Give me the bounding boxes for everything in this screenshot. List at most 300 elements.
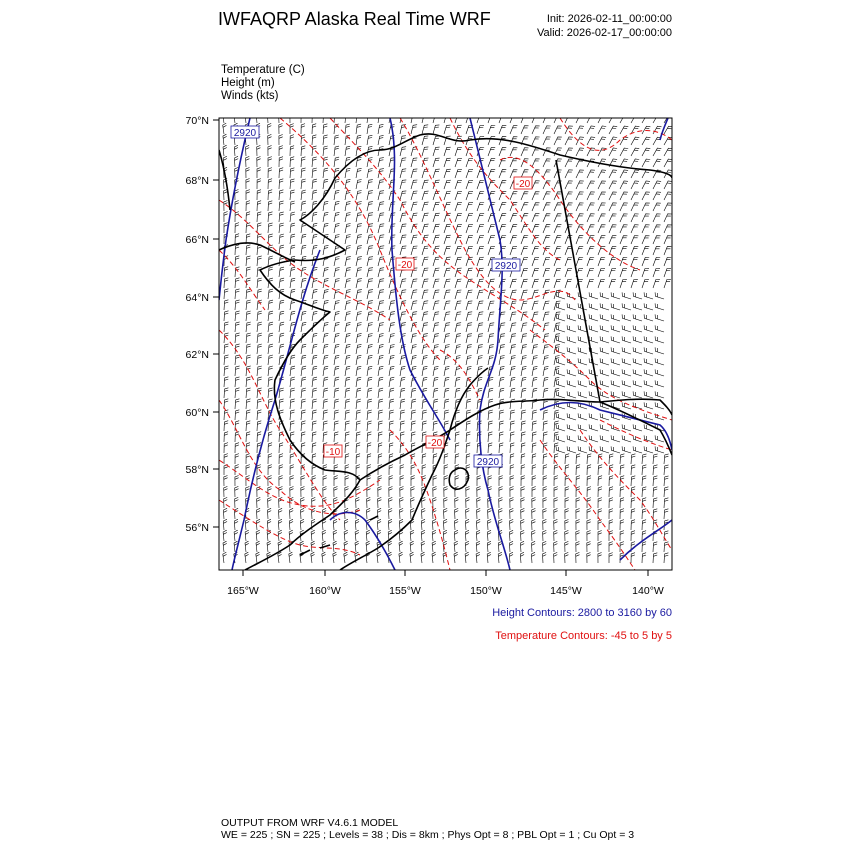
wind-barb [576, 126, 584, 134]
wind-barb [565, 476, 569, 486]
wind-barb [466, 169, 473, 178]
wind-barb [598, 268, 605, 277]
wind-barb [488, 476, 492, 486]
wind-barb [378, 135, 384, 145]
wind-barb [411, 487, 415, 498]
wind-barb [510, 301, 517, 310]
wind-barb [444, 497, 448, 508]
wind-barb [433, 224, 440, 233]
wind-barb [411, 279, 417, 288]
wind-barb [356, 388, 361, 398]
wind-barb [532, 214, 539, 222]
wind-barb [443, 519, 447, 530]
wind-barb [631, 159, 639, 167]
wind-barb [323, 146, 328, 156]
wind-barb [235, 223, 239, 233]
wind-barb [543, 192, 551, 200]
wind-barb [477, 235, 484, 244]
wind-barb [345, 421, 350, 431]
wind-barb [664, 214, 672, 222]
wind-barb [400, 465, 404, 475]
wind-barb [433, 125, 439, 134]
wind-barb [565, 203, 573, 211]
wind-barb [576, 192, 584, 200]
wind-barb [444, 180, 451, 189]
wind-barb [620, 520, 624, 530]
wind-barb [653, 258, 660, 267]
wind-barb [510, 410, 515, 420]
wind-barb [532, 345, 538, 354]
wind-barb [301, 322, 306, 332]
wind-barb [268, 366, 273, 376]
wind-barb [598, 553, 602, 564]
wind-barb [510, 443, 514, 453]
wind-barb [399, 541, 403, 552]
wind-barb [477, 301, 483, 310]
wind-barb [532, 487, 536, 498]
wind-barb [565, 520, 569, 531]
wind-barb [378, 355, 384, 365]
wind-barb [224, 300, 228, 310]
wind-barb [268, 377, 273, 387]
wind-barb [532, 137, 540, 145]
wind-barb [477, 377, 482, 387]
wind-barb [345, 333, 351, 343]
wind-barb [609, 268, 616, 277]
wind-barb [587, 454, 591, 464]
wind-barb [389, 290, 395, 299]
temperature-contours [219, 118, 672, 570]
lon-label-145: 145°W [550, 585, 582, 597]
wind-barb [565, 258, 572, 267]
map-area [219, 112, 673, 570]
wind-barb [554, 323, 560, 332]
wind-barb [312, 212, 317, 222]
wind-barb [521, 508, 525, 519]
wind-barb [245, 530, 249, 541]
wind-barb [532, 432, 537, 442]
wind-barb [565, 148, 573, 156]
wind-barb [509, 541, 513, 552]
wind-barb [224, 322, 229, 332]
wind-barb [510, 345, 516, 354]
wind-barb [290, 157, 294, 167]
wind-barb [664, 247, 671, 255]
wind-barb [246, 256, 251, 266]
wind-barb [356, 465, 360, 475]
wind-barb [633, 292, 642, 299]
wind-barb [600, 347, 609, 354]
wind-barb [268, 508, 272, 519]
wind-barb [532, 203, 540, 211]
wind-barb [598, 126, 606, 134]
wind-barb [611, 380, 620, 387]
wind-barb [499, 126, 506, 134]
wind-barb [565, 115, 573, 123]
wind-barb [642, 487, 646, 497]
wind-barb [499, 421, 504, 431]
height-contour [470, 118, 510, 570]
wind-barb [466, 290, 473, 299]
wind-barb [565, 247, 572, 255]
wind-barb [224, 278, 228, 288]
wind-barb [567, 424, 576, 431]
wind-barb [422, 246, 429, 255]
wind-barb [422, 301, 428, 310]
wind-barb [367, 312, 373, 321]
wind-barb [532, 312, 538, 321]
wind-barb [631, 214, 639, 222]
wind-barb [334, 223, 340, 233]
wind-barb [644, 292, 653, 299]
wind-barb [301, 223, 306, 233]
wind-barb [655, 325, 664, 332]
wind-barb [587, 531, 591, 542]
wind-barb [279, 201, 284, 211]
wind-barb [411, 345, 417, 355]
wind-barb [565, 192, 573, 200]
wind-barb [556, 424, 565, 431]
wind-barb [609, 203, 617, 211]
wind-barb [644, 314, 653, 321]
wind-barb [345, 432, 349, 442]
wind-barb [455, 432, 459, 442]
wind-barb [653, 181, 661, 189]
wind-barb [521, 443, 525, 453]
wind-barb [356, 487, 360, 498]
wind-barb [356, 290, 362, 299]
wind-barb [620, 487, 624, 497]
wind-barb [644, 336, 653, 343]
wind-barb [633, 391, 642, 398]
wind-barb [245, 541, 249, 552]
wind-barb [644, 325, 653, 332]
wind-barb [488, 323, 494, 332]
wind-barb [334, 179, 339, 189]
wind-barb [631, 192, 639, 200]
wind-barb [444, 476, 448, 487]
wind-barb [356, 443, 360, 453]
lat-label-64: 64°N [185, 292, 209, 304]
wind-barb [532, 410, 537, 420]
wind-barb [521, 148, 529, 156]
wind-barb [589, 446, 598, 453]
wind-barb [268, 168, 272, 178]
wind-barb [290, 366, 295, 376]
wind-barb [499, 170, 506, 178]
wind-barb [433, 136, 440, 145]
wind-barb [499, 366, 505, 376]
wind-barb [289, 552, 293, 563]
wind-barb [411, 497, 415, 508]
wind-barb [322, 530, 326, 541]
wind-barb [631, 553, 635, 563]
wind-barb [631, 476, 635, 486]
wind-barb [465, 519, 469, 530]
wind-barb [556, 314, 565, 321]
wind-barb [521, 421, 526, 431]
wind-barb [510, 356, 516, 366]
wind-barb [611, 314, 620, 321]
wind-barb [609, 225, 617, 233]
wind-barb [411, 246, 418, 255]
wind-barb [289, 519, 293, 530]
wind-barb [268, 201, 272, 211]
temperature-contour [600, 420, 672, 450]
wind-barb [345, 179, 351, 189]
wind-barb [521, 247, 528, 256]
wind-barb [323, 366, 328, 376]
wind-barb [433, 169, 440, 178]
wind-barb [356, 344, 362, 354]
wind-barb [543, 115, 551, 123]
wind-barb [422, 268, 428, 277]
wind-barb [345, 476, 349, 487]
wind-barb [256, 552, 260, 563]
wind-barb [356, 432, 360, 442]
wind-barb [367, 388, 372, 398]
wind-barb [653, 465, 658, 475]
wind-barb [235, 311, 240, 321]
wind-barb [411, 158, 417, 167]
wind-barb [488, 246, 495, 255]
wind-barb [345, 454, 349, 464]
wind-barb [622, 446, 631, 453]
wind-barb [642, 159, 650, 167]
wind-barb [290, 399, 295, 409]
wind-barb [345, 487, 349, 498]
wind-barb [565, 454, 569, 464]
wind-barb [521, 301, 528, 310]
wind-barb [323, 322, 329, 332]
wind-barb [476, 530, 480, 541]
wind-barb [367, 191, 373, 200]
wind-barb [345, 322, 351, 332]
height-contour [390, 118, 450, 440]
wind-barb [257, 190, 261, 200]
wind-barb [279, 399, 284, 409]
wind-barb [422, 465, 426, 475]
wind-barb [290, 421, 294, 431]
wind-barb [378, 344, 384, 354]
wind-barb [609, 498, 613, 508]
wind-barb [554, 214, 562, 222]
wind-barb [235, 234, 239, 244]
wind-barb [334, 301, 340, 311]
wind-barb [520, 541, 524, 552]
wind-barb [510, 236, 517, 245]
wind-barb [245, 552, 249, 563]
wind-barb [235, 245, 239, 255]
wind-barb [622, 369, 631, 376]
wind-barb [498, 541, 502, 552]
wind-barb [622, 358, 631, 365]
wind-barb [378, 124, 384, 134]
wind-barb [477, 312, 483, 321]
wind-barb [565, 498, 569, 509]
wind-barb [367, 355, 373, 365]
wind-barb [622, 336, 631, 343]
wind-barb [301, 201, 306, 211]
wind-barb [653, 115, 662, 123]
wind-barb [312, 454, 316, 464]
wind-barb [655, 369, 664, 376]
temperature-label: -20 [515, 179, 531, 190]
wind-barb [224, 377, 228, 387]
lat-label-56: 56°N [185, 522, 209, 534]
wind-barb [224, 189, 228, 200]
wind-barb [598, 214, 606, 222]
wind-barb [466, 246, 473, 255]
wind-barb [543, 541, 547, 552]
wind-barb [334, 279, 340, 289]
wind-barb [543, 410, 548, 420]
wind-barb [488, 508, 492, 519]
wind-barb [543, 257, 550, 266]
wind-barb [432, 541, 436, 552]
wind-barb [433, 487, 437, 498]
wind-barb [644, 358, 653, 365]
wind-barb [455, 213, 462, 222]
wind-barb [268, 267, 273, 277]
wind-barb [279, 311, 284, 321]
wind-barb [487, 530, 491, 541]
wind-barb [279, 300, 284, 310]
wind-barb [235, 300, 240, 310]
wind-barb [664, 126, 673, 134]
wind-barb [422, 224, 429, 233]
wind-barb [556, 303, 565, 310]
wind-barb [633, 358, 642, 365]
wind-barb [367, 421, 372, 431]
wind-barb [268, 388, 273, 398]
height-contour [219, 118, 250, 300]
wind-barb [411, 235, 418, 244]
wind-barb [576, 465, 580, 475]
wind-barb [323, 344, 328, 354]
wind-barb [567, 314, 576, 321]
height-contour [330, 513, 395, 571]
wind-barb [301, 487, 305, 498]
wind-barb [664, 553, 668, 563]
wind-barb [367, 268, 373, 277]
wind-barb [664, 148, 672, 156]
wind-barb [521, 530, 525, 541]
wind-barb [609, 542, 613, 552]
wind-barb [499, 487, 503, 498]
wind-barb [235, 355, 240, 365]
wind-barb [622, 314, 631, 321]
wind-barb [235, 190, 239, 201]
wind-barb [565, 541, 569, 552]
wind-barb [611, 347, 620, 354]
wind-barb [488, 301, 494, 310]
wind-barb [510, 246, 517, 255]
wind-barb [257, 234, 262, 244]
wind-barb [246, 355, 251, 365]
wind-barb [279, 278, 284, 288]
wind-barb [290, 487, 294, 498]
wind-barb [444, 125, 451, 134]
wind-barb [400, 169, 406, 178]
wind-barb [521, 487, 525, 498]
wind-barb [620, 454, 624, 464]
wind-barb [279, 344, 284, 354]
wind-barb [554, 225, 561, 233]
longitude-axis [243, 570, 648, 576]
wind-barb [257, 421, 261, 431]
wind-barb [411, 421, 416, 431]
wind-barb [510, 148, 517, 156]
wind-barb [323, 476, 327, 487]
wind-barb [257, 399, 262, 409]
wind-barb [268, 355, 273, 365]
wind-barb [279, 190, 283, 200]
wind-barb [510, 519, 514, 530]
wind-barb [356, 333, 362, 343]
model-info: OUTPUT FROM WRF V4.6.1 MODEL [221, 817, 399, 829]
wind-barb [476, 552, 480, 563]
wind-barb [290, 300, 295, 310]
wind-barb [367, 323, 373, 333]
wind-barb [334, 333, 340, 343]
wind-barb [246, 300, 251, 310]
wind-barb [466, 443, 470, 453]
wind-barb [600, 413, 609, 420]
temperature-label: -20 [427, 438, 443, 449]
wind-barb [510, 312, 516, 321]
wind-barb [257, 410, 261, 420]
wind-barb [444, 246, 451, 255]
wind-barb [421, 519, 425, 530]
wind-barb [587, 279, 594, 288]
wind-barb [246, 432, 250, 442]
wind-barb [510, 377, 515, 387]
wind-barb [323, 124, 327, 134]
wind-barb [521, 519, 525, 530]
wind-barb [312, 245, 317, 255]
wind-barb [587, 553, 591, 564]
wind-barb [587, 170, 595, 178]
wind-barb [389, 377, 394, 387]
wind-barb [611, 292, 620, 299]
wind-barb [477, 290, 484, 299]
wind-barb [565, 181, 573, 189]
wind-barb [356, 421, 361, 431]
wind-barb [334, 410, 339, 420]
wind-barb [323, 245, 329, 255]
wind-barb [333, 530, 337, 541]
wind-barb [234, 530, 238, 541]
wind-barb [246, 245, 250, 255]
wind-barb [554, 334, 560, 343]
wind-barb [620, 225, 628, 233]
wind-barb [554, 137, 562, 145]
wind-barb [356, 355, 361, 365]
wind-barb [301, 421, 306, 431]
wind-barb [488, 388, 493, 398]
wind-barb [268, 179, 272, 189]
wind-barb [256, 530, 260, 541]
wind-barb [333, 519, 337, 530]
wind-barb [642, 279, 649, 288]
lat-label-58: 58°N [185, 464, 209, 476]
wind-barb [576, 214, 584, 222]
wind-barb [633, 314, 642, 321]
wind-barb [278, 552, 282, 563]
wind-barb [598, 487, 602, 497]
wind-barb [455, 257, 462, 266]
